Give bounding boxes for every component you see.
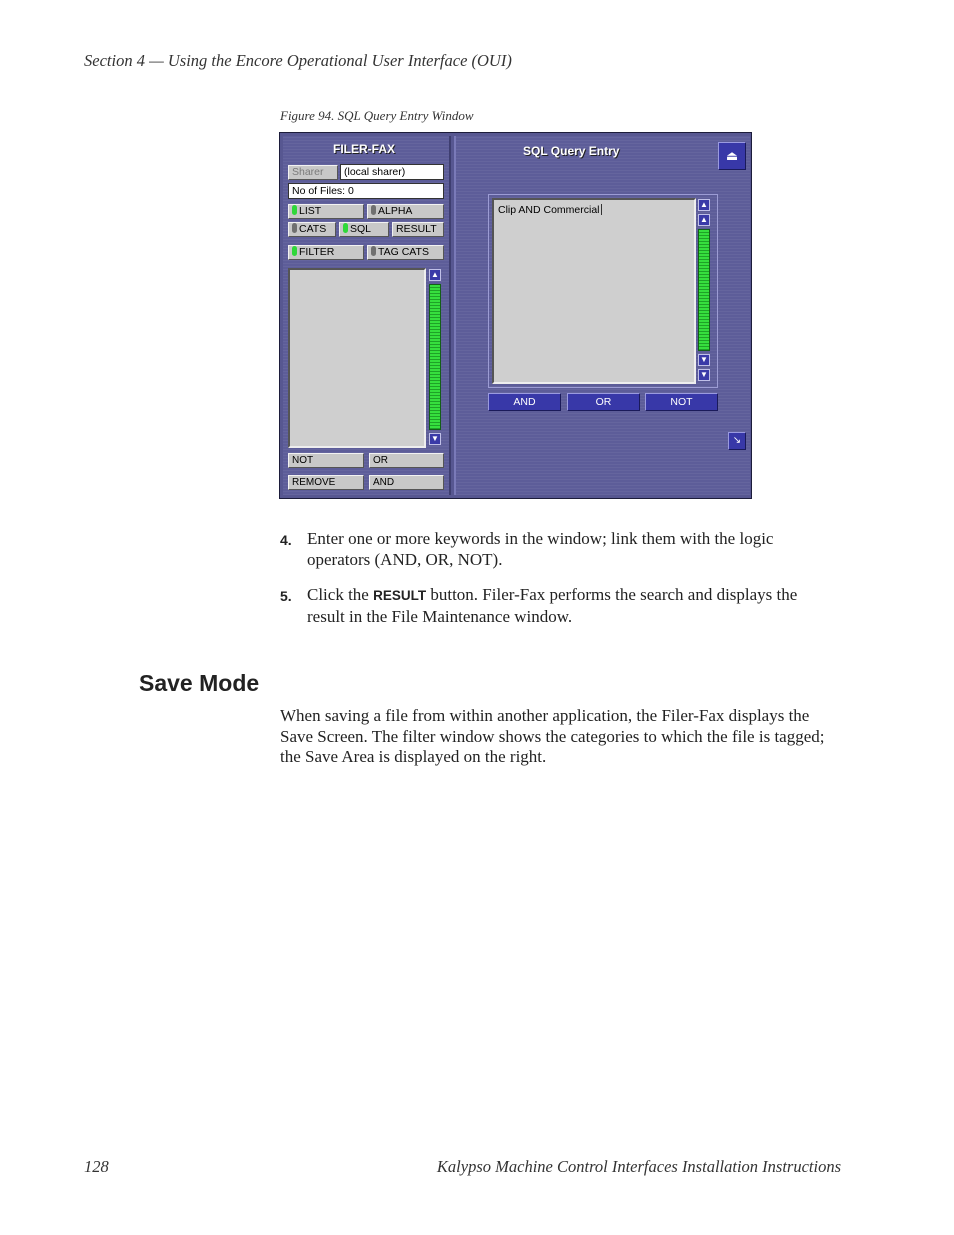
scroll-top-icon[interactable]: ▲ [698, 199, 710, 211]
step-5-line-1 [307, 585, 797, 607]
filer-fax-title: FILER-FAX [333, 142, 395, 156]
sql-query-entry-screenshot [279, 132, 752, 499]
result-button[interactable]: RESULT [392, 222, 444, 237]
section-heading: Save Mode [139, 670, 260, 696]
sql-not-button[interactable]: NOT [645, 393, 718, 411]
filter-label: FILTER [299, 246, 335, 258]
list-label: LIST [299, 205, 322, 217]
step-5-number: 5. [280, 588, 292, 604]
and-button[interactable]: AND [369, 475, 444, 490]
cats-button[interactable] [288, 222, 336, 237]
step-5-text [307, 585, 797, 627]
step-4-text [307, 529, 773, 570]
step-4-line-2: operators (AND, OR, NOT). [307, 549, 503, 569]
sql-and-button[interactable]: AND [488, 393, 561, 411]
corner-arrow-icon[interactable]: ↘ [728, 432, 746, 450]
sql-or-button[interactable]: OR [567, 393, 640, 411]
scroll-up-icon[interactable]: ▲ [698, 214, 710, 226]
sharer-field[interactable]: (local sharer) [340, 164, 444, 180]
sql-button[interactable] [339, 222, 389, 237]
eject-icon[interactable]: ⏏ [718, 142, 746, 170]
step-5-post: button. Filer-Fax performs the search and displays the [426, 585, 798, 604]
sharer-button[interactable]: Sharer [288, 165, 338, 180]
page-number: 128 [84, 1157, 109, 1176]
tag-cats-label: TAG CATS [378, 246, 429, 258]
result-keyword: RESULT [373, 588, 427, 603]
step-5-line-2: result in the File Maintenance window. [307, 606, 573, 626]
query-text: Clip AND Commercial [498, 204, 600, 216]
figure-caption: Figure 94. SQL Query Entry Window [280, 108, 474, 123]
or-button[interactable]: OR [369, 453, 444, 468]
scrollbar-track[interactable] [429, 284, 441, 430]
scroll-up-icon[interactable]: ▲ [429, 269, 441, 281]
led-indicator [343, 223, 348, 233]
alpha-label: ALPHA [378, 205, 413, 217]
led-indicator [292, 205, 297, 215]
remove-button[interactable]: REMOVE [288, 475, 364, 490]
led-indicator [371, 205, 376, 215]
body-paragraph: When saving a file from within another application, the Filer-Fax displays the Save Screen. The filter window shows the categories to which the file is tagged; the Save Area is displayed on the right. [280, 706, 825, 766]
document-title: Kalypso Machine Control Interfaces Installation Instructions [436, 1157, 841, 1176]
scroll-down-icon[interactable]: ▼ [429, 433, 441, 445]
scrollbar-track[interactable] [698, 229, 710, 351]
sql-query-entry-panel [454, 136, 750, 495]
tag-cats-button[interactable] [367, 245, 444, 260]
step-4-number: 4. [280, 532, 292, 548]
filter-button[interactable] [288, 245, 364, 260]
step-5-pre: Click the [307, 585, 374, 604]
sql-query-entry-title: SQL Query Entry [523, 144, 620, 158]
sql-label: SQL [350, 223, 372, 235]
text-cursor [601, 204, 602, 215]
not-button[interactable]: NOT [288, 453, 364, 468]
file-list[interactable] [288, 268, 426, 448]
running-header: Section 4 — Using the Encore Operational User Interface (OUI) [84, 51, 512, 70]
alpha-button[interactable] [367, 204, 444, 219]
scroll-down-icon[interactable]: ▼ [698, 354, 710, 366]
files-count: No of Files: 0 [288, 183, 444, 199]
led-indicator [371, 246, 376, 256]
cats-label: CATS [299, 223, 327, 235]
scroll-bottom-icon[interactable]: ▼ [698, 369, 710, 381]
led-indicator [292, 246, 297, 256]
filer-fax-panel [283, 136, 451, 495]
list-button[interactable] [288, 204, 364, 219]
step-4-line-1: Enter one or more keywords in the window; link them with the logic [307, 529, 774, 548]
query-text-area[interactable] [492, 198, 696, 384]
led-indicator [292, 223, 297, 233]
